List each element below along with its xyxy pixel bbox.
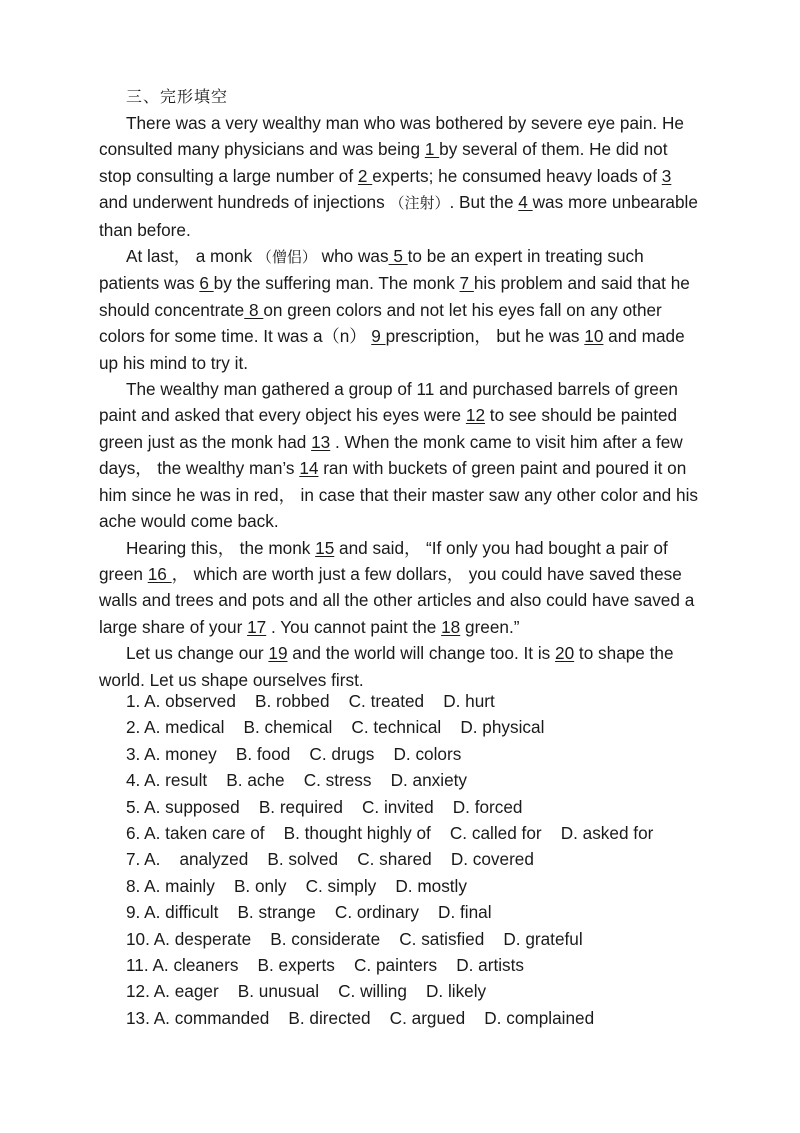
blank-7: 7	[459, 273, 474, 294]
paragraph-5	[99, 640, 704, 693]
passage-text: and made up his mind to try it.	[99, 326, 685, 373]
option-line-7: 7. A. analyzed B. solved C. shared D. covered	[126, 849, 534, 870]
option-line-11: 11. A. cleaners B. experts C. painters D. artists	[126, 955, 525, 976]
passage-text: prescription， but he was	[385, 326, 585, 347]
option-line-9: 9. A. difficult B. strange C. ordinary D. final	[126, 902, 492, 923]
passage-text: his problem and said that he should concentrate	[99, 273, 690, 320]
answer-options	[126, 688, 653, 1031]
passage-text: and the world will change too. It is	[287, 643, 556, 664]
blank-16: 16	[147, 563, 172, 584]
option-line-8: 8. A. mainly B. only C. simply D. mostly	[126, 875, 467, 896]
blank-10: 10	[584, 326, 604, 347]
paragraph-2	[99, 243, 704, 376]
chinese-gloss: （僧侣）	[256, 248, 317, 267]
blank-9: 9	[371, 326, 386, 347]
blank-6: 6	[199, 273, 214, 294]
passage-text: was more unbearable than before.	[99, 192, 698, 240]
passage-text: Hearing this， the monk	[126, 537, 316, 558]
blank-19: 19	[268, 643, 288, 664]
option-line-1: 1. A. observed B. robbed C. treated D. hurt	[126, 691, 495, 711]
option-line-4: 4. A. result B. ache C. stress D. anxiety	[126, 770, 468, 791]
blank-12: 12	[465, 405, 486, 426]
passage-text: The wealthy man gathered a group of 11 and purchased barrels of green paint and asked that every object his eyes were	[99, 379, 678, 426]
option-line-12: 12. A. eager B. unusual C. willing D. likely	[126, 981, 487, 1002]
passage-text: . But the	[449, 192, 519, 213]
passage-text: ， which are worth just a few dollars， you could have saved these walls and trees and pots and all the other articles and also could have saved a large share of your	[99, 563, 695, 637]
passage-text: by the suffering man. The monk	[213, 273, 460, 294]
passage-text: experts; he consumed heavy loads of	[372, 165, 662, 186]
blank-13: 13	[311, 431, 331, 452]
blank-4: 4	[518, 192, 533, 213]
blank-15: 15	[315, 537, 335, 558]
blank-14: 14	[299, 458, 319, 479]
blank-1: 1	[424, 139, 440, 160]
passage-text: ran with buckets of green paint and poured it on him since he was in red， in case that their master saw any other color and his ache would come back.	[99, 458, 698, 532]
passage-text: and underwent hundreds of injections	[99, 192, 390, 213]
blank-17: 17	[247, 616, 267, 637]
option-line-13: 13. A. commanded B. directed C. argued D. complained	[126, 1007, 595, 1028]
paragraph-3	[99, 376, 704, 534]
passage-text: who was	[316, 246, 389, 267]
passage-text: and said， “If only you had bought a pair of green	[99, 537, 668, 584]
blank-5: 5	[388, 246, 408, 267]
passage-text: green.”	[460, 616, 520, 637]
blank-18: 18	[441, 616, 461, 637]
option-line-6: 6. A. taken care of B. thought highly of C. called for D. asked for	[126, 823, 654, 844]
blank-20: 20	[555, 643, 575, 664]
option-line-10: 10. A. desperate B. considerate C. satisfied D. grateful	[126, 928, 583, 949]
passage-text: by several of them. He did not stop consulting a large number of	[99, 139, 668, 186]
option-line-5: 5. A. supposed B. required C. invited D. forced	[126, 796, 523, 817]
blank-8: 8	[244, 299, 264, 320]
paragraph-4	[99, 535, 704, 641]
passage-text: to shape the world. Let us shape ourselves first.	[99, 643, 674, 690]
passage-text: . You cannot paint the	[266, 616, 442, 637]
passage-text: At last， a monk	[126, 246, 257, 267]
section-title: 三、完形填空	[126, 87, 229, 106]
option-line-3: 3. A. money B. food C. drugs D. colors	[126, 743, 462, 764]
passage-text: . When the monk came to visit him after a few days， the wealthy man’s	[99, 431, 683, 479]
passage-text: to be an expert in treating such patients was	[99, 246, 644, 294]
blank-2: 2	[357, 165, 373, 186]
passage-text: There was a very wealthy man who was bothered by severe eye pain. He consulted many physicians and was being	[99, 113, 684, 160]
chinese-gloss: （注射）	[389, 194, 450, 213]
passage-text: to see should be painted green just as the monk had	[99, 405, 678, 452]
option-line-2: 2. A. medical B. chemical C. technical D. physical	[126, 717, 545, 738]
passage-text: on green colors and not let his eyes fall on any other colors for some time. It was a（n）	[99, 299, 662, 347]
passage-text: Let us change our	[126, 643, 269, 664]
cloze-passage	[99, 110, 704, 693]
blank-3: 3	[661, 165, 672, 186]
paragraph-1	[99, 110, 704, 243]
